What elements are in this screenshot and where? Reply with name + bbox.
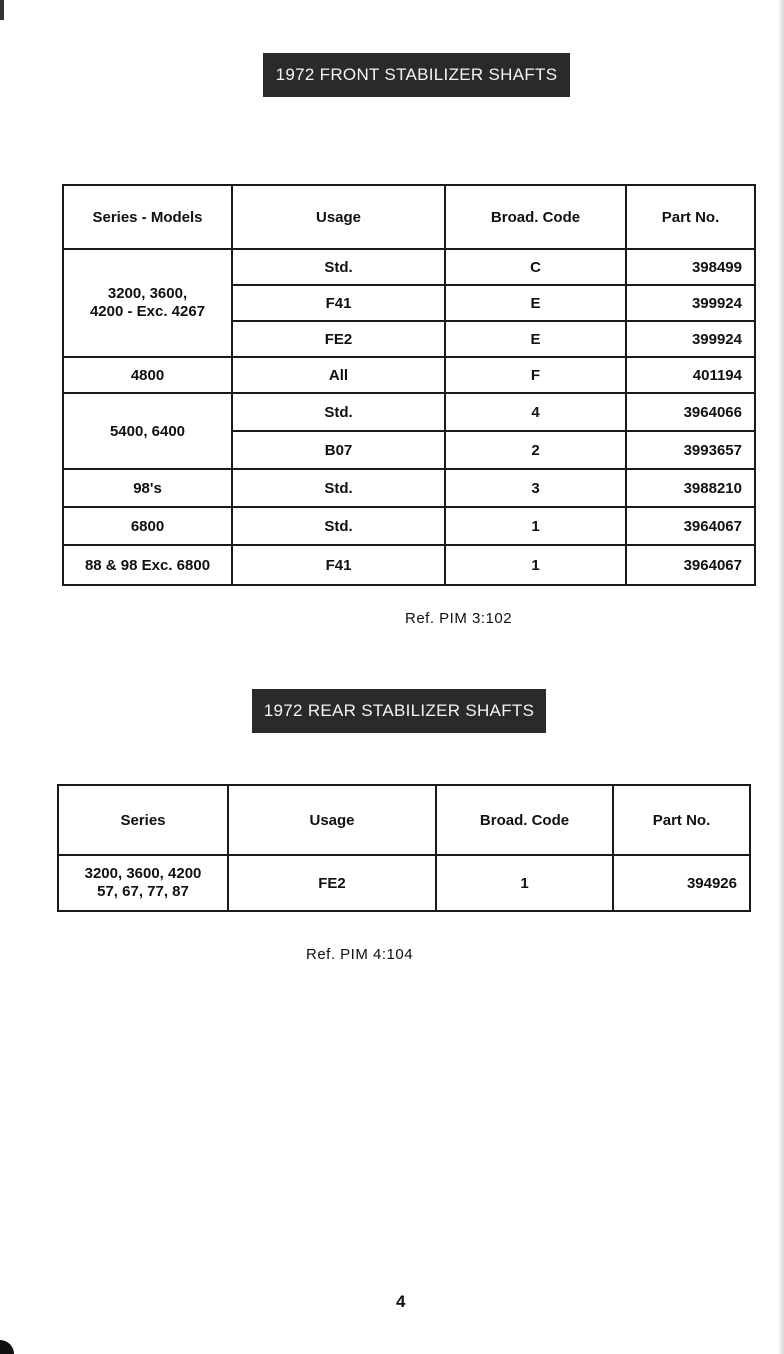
code-cell: E <box>445 321 626 357</box>
rear-title-text: 1972 REAR STABILIZER SHAFTS <box>263 701 535 720</box>
code-cell: 1 <box>445 545 626 585</box>
usage-cell: Std. <box>232 393 445 431</box>
part-cell: 3964066 <box>626 393 755 431</box>
code-cell: 3 <box>445 469 626 507</box>
part-cell: 399924 <box>626 321 755 357</box>
table-row <box>58 855 750 911</box>
usage-cell: B07 <box>232 431 445 469</box>
series-line: 57, 67, 77, 87 <box>97 883 189 900</box>
rear-reference: Ref. PIM 4:104 <box>306 946 414 963</box>
series-cell <box>58 855 228 911</box>
usage-cell: Std. <box>232 469 445 507</box>
usage-cell: All <box>232 357 445 393</box>
series-line: 3200, 3600, 4200 <box>84 865 202 882</box>
series-cell: 5400, 6400 <box>63 393 232 469</box>
usage-cell: Std. <box>232 507 445 545</box>
header-broad-code: Broad. Code <box>445 185 626 249</box>
part-cell: 394926 <box>613 855 750 911</box>
page-edge-mark <box>0 0 4 20</box>
table-header-row <box>58 785 750 855</box>
header-series: Series <box>58 785 228 855</box>
part-cell: 399924 <box>626 285 755 321</box>
part-cell: 3993657 <box>626 431 755 469</box>
front-stabilizer-title <box>263 53 570 97</box>
code-cell: C <box>445 249 626 285</box>
series-line: 3200, 3600, <box>107 285 188 302</box>
code-cell: 1 <box>436 855 613 911</box>
front-reference: Ref. PIM 3:102 <box>405 610 513 627</box>
code-cell: 4 <box>445 393 626 431</box>
header-series-models: Series - Models <box>63 185 232 249</box>
series-cell: 6800 <box>63 507 232 545</box>
usage-cell: FE2 <box>232 321 445 357</box>
table-row <box>63 249 755 285</box>
code-cell: 1 <box>445 507 626 545</box>
series-cell: 88 & 98 Exc. 6800 <box>63 545 232 585</box>
header-usage: Usage <box>232 185 445 249</box>
series-cell: 4800 <box>63 357 232 393</box>
header-usage: Usage <box>228 785 436 855</box>
code-cell: 2 <box>445 431 626 469</box>
usage-cell: Std. <box>232 249 445 285</box>
series-cell: 98's <box>63 469 232 507</box>
table-row <box>63 469 755 507</box>
code-cell: E <box>445 285 626 321</box>
page-edge-shadow <box>778 0 784 1354</box>
table-header-row <box>63 185 755 249</box>
usage-cell: FE2 <box>228 855 436 911</box>
header-part-no: Part No. <box>626 185 755 249</box>
front-title-text: 1972 FRONT STABILIZER SHAFTS <box>275 65 558 84</box>
table-row <box>63 507 755 545</box>
series-cell <box>63 249 232 357</box>
part-cell: 3964067 <box>626 507 755 545</box>
part-cell: 398499 <box>626 249 755 285</box>
rear-stabilizer-table <box>57 784 751 912</box>
header-part-no: Part No. <box>613 785 750 855</box>
part-cell: 401194 <box>626 357 755 393</box>
rear-stabilizer-title <box>252 689 546 733</box>
usage-cell: F41 <box>232 545 445 585</box>
code-cell: F <box>445 357 626 393</box>
table-row <box>63 545 755 585</box>
page-corner-mark <box>0 1340 14 1354</box>
header-broad-code: Broad. Code <box>436 785 613 855</box>
page-number: 4 <box>396 1292 406 1311</box>
part-cell: 3988210 <box>626 469 755 507</box>
usage-cell: F41 <box>232 285 445 321</box>
part-cell: 3964067 <box>626 545 755 585</box>
front-stabilizer-table <box>62 184 756 586</box>
table-row <box>63 393 755 431</box>
table-row <box>63 357 755 393</box>
series-line: 4200 - Exc. 4267 <box>89 303 206 320</box>
